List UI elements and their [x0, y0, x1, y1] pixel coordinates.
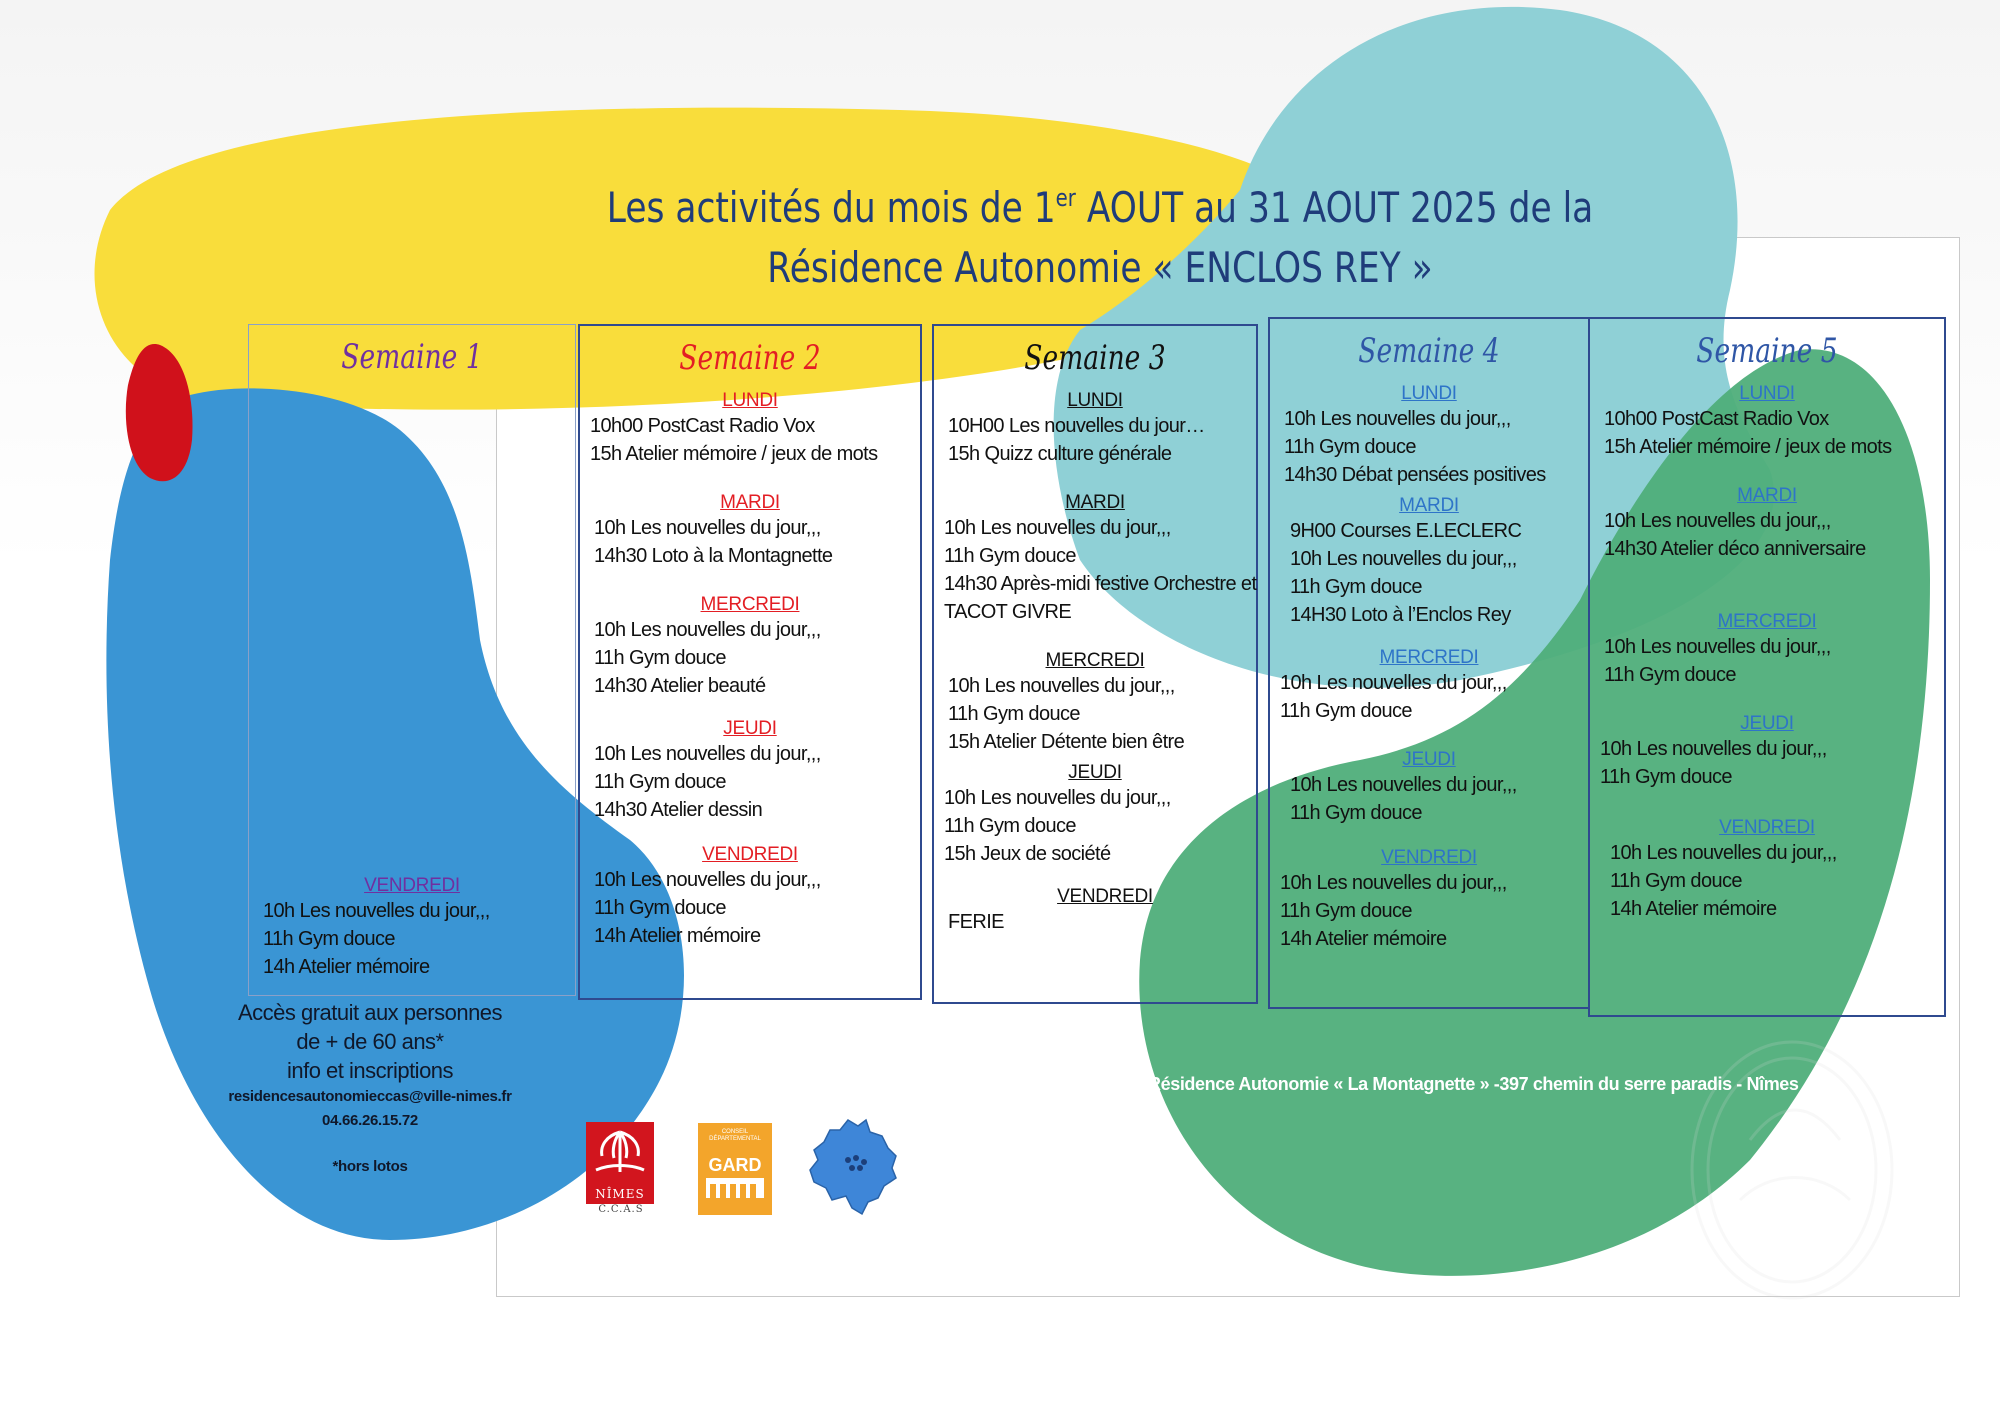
activity-item: 11h Gym douce — [594, 771, 726, 793]
activity-item: 10h Les nouvelles du jour,,, — [594, 869, 821, 891]
activity-item: 11h Gym douce — [594, 647, 726, 669]
pont-du-gard-icon — [698, 1176, 772, 1202]
activity-item: 10h Les nouvelles du jour,,, — [944, 787, 1171, 809]
activity-item: 10h Les nouvelles du jour,,, — [944, 517, 1171, 539]
week-3-day-mardi: MARDI — [1065, 492, 1125, 513]
activity-item: 9H00 Courses E.LECLERC — [1290, 520, 1522, 542]
info-line-1: Accès gratuit aux personnes — [237, 1000, 503, 1025]
activity-item: 10h Les nouvelles du jour,,, — [1280, 872, 1507, 894]
nimes-logo-text: NÎMES — [595, 1187, 645, 1201]
activity-item: 14h30 Atelier déco anniversaire — [1604, 538, 1866, 560]
activity-item: 14h Atelier mémoire — [1280, 928, 1447, 950]
activity-item: 14h30 Atelier dessin — [594, 799, 763, 821]
week-3-day-vendredi: VENDREDI — [1057, 886, 1153, 907]
week-5-day-vendredi: VENDREDI — [1719, 817, 1815, 838]
week-4-body — [1270, 383, 1588, 953]
nimes-ccas-logo — [586, 1122, 656, 1220]
week-5-day-jeudi: JEUDI — [1740, 713, 1794, 734]
residence-address: Résidence Autonomie « La Montagnette » -397 chemin du serre paradis - Nîmes — [1148, 1074, 1799, 1094]
activity-item: 11h Gym douce — [1290, 802, 1422, 824]
activity-item: 14h30 Loto à la Montagnette — [594, 545, 833, 567]
activity-item: 10h Les nouvelles du jour,,, — [594, 517, 821, 539]
week-4-day-jeudi: JEUDI — [1402, 749, 1456, 770]
contact-email[interactable]: residencesautonomieccas@ville-nimes.fr — [228, 1088, 512, 1105]
activity-item: 10h Les nouvelles du jour,,, — [594, 743, 821, 765]
ccas-logo-text: C.C.A.S — [598, 1204, 644, 1215]
activity-item: 15h Quizz culture générale — [948, 443, 1172, 465]
activity-item: 10h Les nouvelles du jour,,, — [1600, 738, 1827, 760]
palm-crocodile-icon — [586, 1122, 654, 1182]
activity-item: 11h Gym douce — [944, 545, 1076, 567]
activity-item: 14h Atelier mémoire — [1610, 898, 1777, 920]
footnote: *hors lotos — [332, 1158, 408, 1175]
activity-item: 11h Gym douce — [1600, 766, 1732, 788]
activity-item: 15h Atelier Détente bien être — [948, 731, 1185, 753]
activity-item: 11h Gym douce — [1280, 700, 1412, 722]
activity-item: 10H00 Les nouvelles du jour… — [948, 415, 1205, 437]
week-2-day-mercredi: MERCREDI — [700, 594, 800, 615]
week-5-panel — [1588, 317, 1946, 1017]
gard-map-icon — [808, 1116, 900, 1218]
week-2-title: Semaine 2 — [679, 338, 821, 378]
activity-item: 10h Les nouvelles du jour,,, — [263, 900, 490, 922]
title-superscript: er — [1055, 184, 1076, 212]
week-3-day-mercredi: MERCREDI — [1045, 650, 1145, 671]
activity-item: 14h30 Après-midi festive Orchestre et — [944, 573, 1257, 595]
week-4-title: Semaine 4 — [1358, 331, 1500, 371]
week-1-title: Semaine 1 — [341, 337, 483, 377]
week-4-panel — [1268, 317, 1590, 1009]
activity-item: 14h Atelier mémoire — [263, 956, 430, 978]
week-5-day-mardi: MARDI — [1737, 485, 1797, 506]
week-2-body — [580, 390, 920, 950]
title-line1-end: AOUT au 31 AOUT 2025 de la — [1075, 183, 1594, 232]
week-5-day-lundi: LUNDI — [1739, 383, 1795, 404]
activity-item: 10h Les nouvelles du jour,,, — [1604, 636, 1831, 658]
week-4-day-mercredi: MERCREDI — [1379, 647, 1479, 668]
activity-item: 10h00 PostCast Radio Vox — [1604, 408, 1829, 430]
activity-item: 15h Atelier mémoire / jeux de mots — [1604, 436, 1892, 458]
week-5-body — [1590, 383, 1944, 923]
activity-item: 14H30 Loto à l’Enclos Rey — [1290, 604, 1511, 626]
activity-item: FERIE — [948, 911, 1004, 933]
gard-logo-name: GARD — [708, 1155, 762, 1175]
activity-item: 10h00 PostCast Radio Vox — [590, 415, 815, 437]
week-2-day-lundi: LUNDI — [722, 390, 778, 411]
activity-item: 10h Les nouvelles du jour,,, — [1290, 548, 1517, 570]
activity-item: 10h Les nouvelles du jour,,, — [948, 675, 1175, 697]
info-line-3: info et inscriptions — [286, 1058, 454, 1083]
week-1-day-vendredi: VENDREDI — [364, 875, 460, 896]
activity-item: 11h Gym douce — [944, 815, 1076, 837]
activity-item: TACOT GIVRE — [944, 601, 1072, 623]
activity-item: 10h Les nouvelles du jour,,, — [1604, 510, 1831, 532]
week-5-day-mercredi: MERCREDI — [1717, 611, 1817, 632]
activity-item: 10h Les nouvelles du jour,,, — [1284, 408, 1511, 430]
week-3-day-jeudi: JEUDI — [1068, 762, 1122, 783]
activity-item: 15h Jeux de société — [944, 843, 1111, 865]
activity-item: 14h30 Atelier beauté — [594, 675, 766, 697]
activity-item: 11h Gym douce — [1604, 664, 1736, 686]
activity-item: 15h Atelier mémoire / jeux de mots — [590, 443, 878, 465]
activity-item: 11h Gym douce — [1610, 870, 1742, 892]
info-line-2: de + de 60 ans* — [296, 1029, 444, 1054]
activity-item: 11h Gym douce — [594, 897, 726, 919]
gard-department-logo — [698, 1123, 772, 1215]
week-3-body — [934, 390, 1256, 936]
week-2-day-jeudi: JEUDI — [723, 718, 777, 739]
activity-item: 11h Gym douce — [1284, 436, 1416, 458]
week-1-panel — [248, 324, 576, 996]
activity-item: 11h Gym douce — [1280, 900, 1412, 922]
week-1-body — [249, 869, 575, 981]
activity-item: 11h Gym douce — [263, 928, 395, 950]
week-4-day-lundi: LUNDI — [1401, 383, 1457, 404]
contact-phone: 04.66.26.15.72 — [322, 1112, 418, 1129]
week-4-day-vendredi: VENDREDI — [1381, 847, 1477, 868]
title-line1-start: Les activités du mois de 1 — [606, 183, 1056, 232]
gard-logo-subtitle: CONSEIL DÉPARTEMENTAL — [709, 1129, 761, 1142]
activity-item: 10h Les nouvelles du jour,,, — [1280, 672, 1507, 694]
access-info — [215, 998, 525, 1179]
week-3-day-lundi: LUNDI — [1067, 390, 1123, 411]
activity-item: 10h Les nouvelles du jour,,, — [594, 619, 821, 641]
activity-item: 11h Gym douce — [948, 703, 1080, 725]
week-5-title: Semaine 5 — [1696, 331, 1838, 371]
page-title — [592, 178, 1609, 298]
activity-item: 10h Les nouvelles du jour,,, — [1290, 774, 1517, 796]
activity-item: 11h Gym douce — [1290, 576, 1422, 598]
week-3-title: Semaine 3 — [1024, 338, 1166, 378]
week-2-day-vendredi: VENDREDI — [702, 844, 798, 865]
activity-item: 10h Les nouvelles du jour,,, — [1610, 842, 1837, 864]
week-2-panel — [578, 324, 922, 1000]
title-line2: Résidence Autonomie « ENCLOS REY » — [767, 243, 1433, 292]
week-4-day-mardi: MARDI — [1399, 495, 1459, 516]
week-2-day-mardi: MARDI — [720, 492, 780, 513]
activity-item: 14h30 Débat pensées positives — [1284, 464, 1546, 486]
activity-item: 14h Atelier mémoire — [594, 925, 761, 947]
week-3-panel — [932, 324, 1258, 1004]
